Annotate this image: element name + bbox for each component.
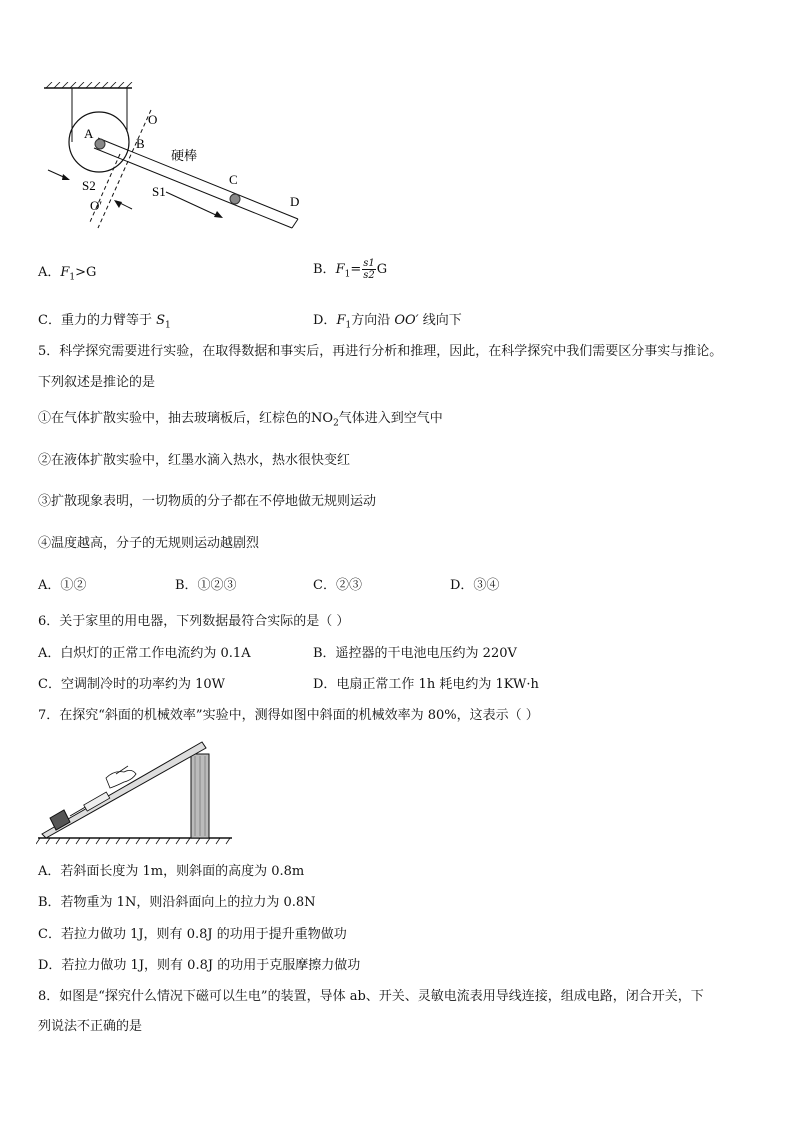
q4-option-a: A．$F_1>G$: [38, 265, 97, 283]
label-b: B: [136, 136, 145, 151]
q4-option-d: D．$F_1$方向沿 OO′ 线向下: [313, 313, 462, 331]
q7-option-d: D．若拉力做功 1J，则有 0.8J 的功用于克服摩擦力做功: [38, 958, 361, 973]
q8-stem-line1: 8．如图是“探究什么情况下磁可以生电”的装置，导体 ab、开关、灵敏电流表用导线连接，组成电路，闭合开关，下: [38, 989, 704, 1004]
q5-option-a: A．①②: [38, 578, 87, 593]
q6-option-c: C．空调制冷时的功率约为 10W: [38, 677, 225, 692]
q4-option-c: C．重力的力臂等于 $S_1$: [38, 313, 171, 331]
q7-option-b: B．若物重为 1N，则沿斜面向上的拉力为 0.8N: [38, 895, 316, 910]
q5-stem-line1: 5．科学探究需要进行实验，在取得数据和事实后，再进行分析和推理，因此，在科学探究中我们需要区分事实与推论。: [38, 344, 723, 359]
q5-option-b: B．①②③: [175, 578, 237, 593]
label-s1: S1: [152, 184, 166, 199]
q7-stem: 7．在探究“斜面的机械效率”实验中，测得如图中斜面的机械效率为 80%，这表示（ ）: [38, 708, 539, 723]
q5-item-2: ②在液体扩散实验中，红墨水滴入热水，热水很快变红: [38, 453, 351, 468]
q5-option-d: D．③④: [450, 578, 500, 593]
label-a: A: [84, 126, 94, 141]
q7-option-a: A．若斜面长度为 1m，则斜面的高度为 0.8m: [38, 864, 305, 879]
q5-stem-line2: 下列叙述是推论的是: [38, 375, 156, 390]
q6-option-d: D．电扇正常工作 1h 耗电约为 1KW·h: [313, 677, 539, 692]
label-c: C: [229, 172, 238, 187]
label-d: D: [290, 194, 300, 209]
pulley-rod-figure: [36, 82, 316, 232]
fraction-s1-s2: $\frac{s1}{s2}$: [363, 258, 375, 281]
label-rod: 硬棒: [171, 148, 198, 163]
inclined-plane-figure: [36, 738, 236, 846]
q8-stem-line2: 列说法不正确的是: [38, 1019, 143, 1034]
q7-option-c: C．若拉力做功 1J，则有 0.8J 的功用于提升重物做功: [38, 927, 347, 942]
q6-option-b: B．遥控器的干电池电压约为 220V: [313, 646, 517, 661]
label-o-prime: O′: [90, 198, 103, 213]
q6-option-a: A．白炽灯的正常工作电流约为 0.1A: [38, 646, 251, 661]
q5-option-c: C．②③: [313, 578, 362, 593]
q6-stem: 6．关于家里的用电器，下列数据最符合实际的是（ ）: [38, 614, 350, 629]
label-s2: S2: [82, 178, 96, 193]
q5-item-4: ④温度越高，分子的无规则运动越剧烈: [38, 536, 260, 551]
label-o: O: [148, 112, 158, 127]
q5-item-1: ①在气体扩散实验中，抽去玻璃板后，红棕色的$NO_2$气体进入到空气中: [38, 411, 443, 429]
q5-item-3: ③扩散现象表明，一切物质的分子都在不停地做无规则运动: [38, 494, 377, 509]
q4-option-b: B．$F_1=$ $\frac{s1}{s2}$ G: [313, 258, 388, 281]
